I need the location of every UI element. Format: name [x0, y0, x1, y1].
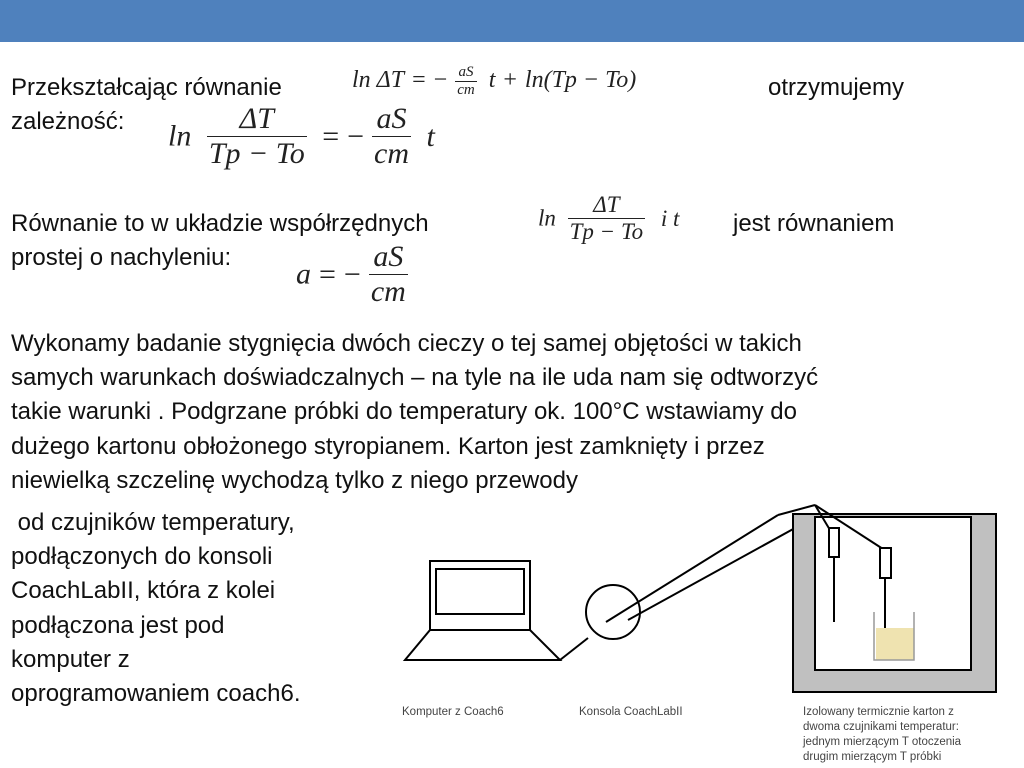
box-caption-line: drugim mierzącym T próbki	[803, 751, 942, 763]
eq4-minus: −	[343, 257, 361, 291]
sample-sensor	[880, 548, 891, 578]
eq3-ln: ln	[538, 205, 556, 231]
side-line: CoachLabII, która z kolei	[11, 577, 276, 605]
paragraph-line: takie warunki . Podgrzane próbki do temperatury ok. 100°C wstawiamy do	[11, 398, 797, 426]
paragraph-line: niewielką szczelinę wychodzą tylko z niego przewody	[11, 466, 578, 494]
eq1-num: aS	[458, 64, 474, 80]
eq3-den: Tp − To	[569, 219, 644, 244]
eq1-plus: +	[503, 67, 517, 94]
eq2-den2: cm	[374, 137, 410, 170]
eq2-minus: −	[347, 119, 365, 153]
box-caption-line: dwoma czujnikami temperatur:	[803, 721, 959, 733]
eq4-a: a	[296, 257, 311, 291]
console-caption: Konsola CoachLabII	[579, 706, 683, 718]
eq2-ln: ln	[168, 119, 192, 153]
intro-text-end: otrzymujemy	[768, 74, 905, 101]
eq2-den: Tp − To	[208, 137, 305, 170]
intro-text: Przekształcając równanie	[11, 74, 282, 101]
sensor-cables	[606, 505, 815, 622]
eq4-num: aS	[373, 240, 404, 273]
eq1-lhs: ln ΔT	[352, 67, 405, 94]
line2-text-next: prostej o nachyleniu:	[11, 244, 232, 271]
eq2-num2: aS	[376, 102, 407, 135]
computer-caption: Komputer z Coach6	[402, 706, 504, 718]
box-caption-line: Izolowany termicznie karton z	[803, 706, 954, 718]
side-line: od czujników temperatury,	[11, 509, 295, 536]
eq1-equals: =	[412, 67, 426, 94]
eq2-t: t	[426, 119, 435, 153]
side-line: podłączonych do konsoli	[11, 543, 273, 571]
eq4-den: cm	[370, 275, 406, 308]
console-icon	[586, 585, 640, 639]
eq1-ln-term: ln(Tp − To)	[524, 67, 637, 94]
paragraph-line: samych warunkach doświadczalnych – na tyle na ile uda nam się odtworzyć	[11, 364, 819, 392]
side-line: podłączona jest pod	[11, 611, 225, 639]
eq1-den: cm	[457, 82, 475, 98]
ambient-sensor	[829, 528, 839, 557]
box-caption	[803, 705, 961, 765]
line2-text: Równanie to w układzie współrzędnych	[11, 210, 429, 237]
eq2-equals: =	[322, 119, 340, 153]
eq1-t: t	[488, 67, 496, 94]
paragraph-line: Wykonamy badanie stygnięcia dwóch cieczy o tej samej objętości w takich	[11, 330, 802, 357]
laptop-cable	[560, 638, 588, 660]
eq4-equals: =	[319, 257, 336, 291]
sample-liquid	[876, 628, 914, 660]
eq1-minus: −	[433, 67, 448, 94]
insulated-box	[793, 514, 996, 692]
eq3-tail: i t	[660, 205, 680, 231]
paragraph-line: dużego kartonu obłożonego styropianem. Karton jest zamknięty i przez	[11, 432, 765, 460]
box-caption-line: jednym mierzącym T otoczenia	[803, 736, 962, 748]
side-line: oprogramowaniem coach6.	[11, 680, 301, 708]
laptop-icon	[405, 561, 560, 660]
eq3-num: ΔT	[593, 192, 620, 217]
eq2-num: ΔT	[239, 102, 274, 135]
side-line: komputer z	[11, 645, 130, 673]
line2-text-end: jest równaniem	[733, 210, 895, 237]
intro-text-next: zależność:	[11, 108, 125, 135]
